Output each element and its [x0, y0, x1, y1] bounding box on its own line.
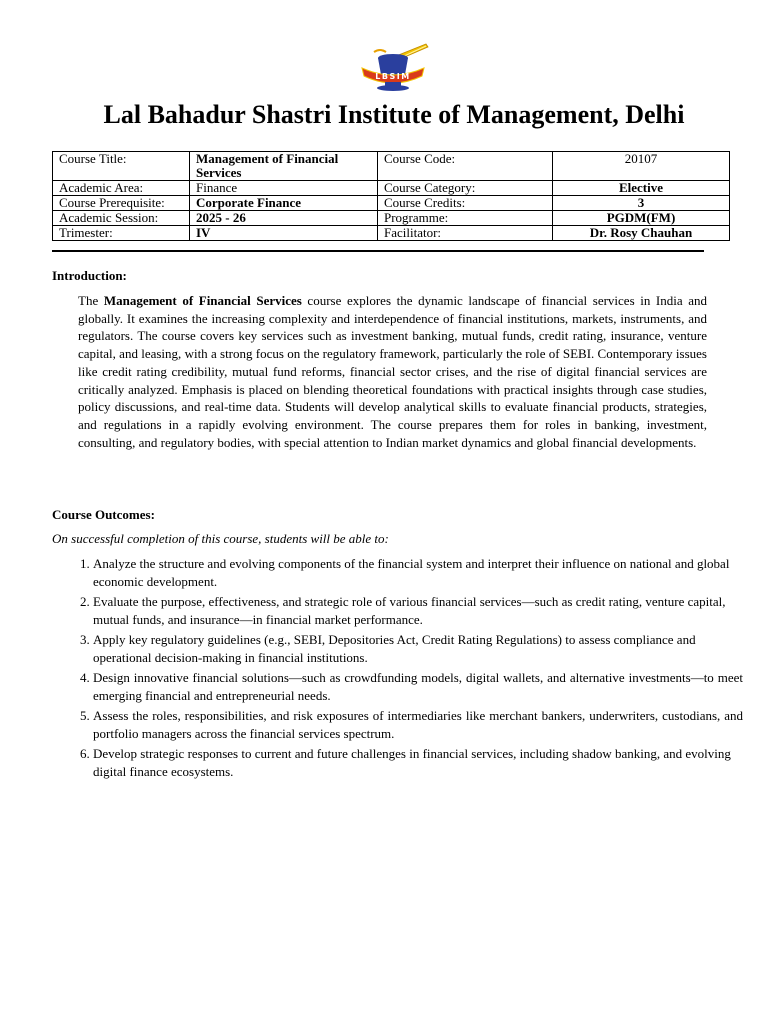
- table-row: [53, 226, 730, 241]
- value-facilitator: Dr. Rosy Chauhan: [553, 226, 730, 241]
- course-info-table: [52, 151, 730, 241]
- lbsim-logo: [356, 42, 430, 94]
- table-row: [53, 181, 730, 196]
- list-item: 4. Design innovative financial solutions—such as crowdfunding models, digital wallets, and alternative investments—to meet emerging financial and entrepreneurial needs.: [93, 669, 743, 705]
- label-prerequisite: Course Prerequisite:: [53, 196, 190, 211]
- outcomes-list: [52, 555, 743, 783]
- label-academic-session: Academic Session:: [53, 211, 190, 226]
- table-row: [53, 196, 730, 211]
- table-row: [53, 152, 730, 181]
- list-item: 1. Analyze the structure and evolving components of the financial system and interpret their influence on national and global economic development.: [93, 555, 743, 591]
- label-course-credits: Course Credits:: [378, 196, 553, 211]
- value-trimester: IV: [190, 226, 378, 241]
- label-course-category: Course Category:: [378, 181, 553, 196]
- value-prerequisite: Corporate Finance: [190, 196, 378, 211]
- value-academic-area: Finance: [190, 181, 378, 196]
- intro-course-name: Management of Financial Services: [103, 293, 302, 308]
- label-course-title: Course Title:: [53, 152, 190, 181]
- introduction-heading: Introduction:: [52, 268, 127, 283]
- intro-lead: The: [78, 293, 104, 308]
- value-programme: PGDM(FM): [553, 211, 730, 226]
- label-facilitator: Facilitator:: [378, 226, 553, 241]
- label-academic-area: Academic Area:: [53, 181, 190, 196]
- table-row: [53, 211, 730, 226]
- value-academic-session: 2025 - 26: [190, 211, 378, 226]
- label-course-code: Course Code:: [378, 152, 553, 181]
- value-course-credits: 3: [553, 196, 730, 211]
- value-course-code: 20107: [553, 152, 730, 181]
- outcomes-heading: Course Outcomes:: [52, 507, 155, 522]
- list-item: 2. Evaluate the purpose, effectiveness, and strategic role of various financial services—such as credit rating, venture capital, mutual funds, and insurance—in financial market performance.: [93, 593, 743, 629]
- divider-line: [52, 250, 704, 252]
- outcomes-subheading: On successful completion of this course, students will be able to:: [52, 531, 389, 546]
- institute-title: Lal Bahadur Shastri Institute of Management, Delhi: [103, 100, 685, 129]
- list-item: 5. Assess the roles, responsibilities, and risk exposures of intermediaries like merchant bankers, underwriters, custodians, and portfolio managers across the financial services spectrum.: [93, 707, 743, 743]
- introduction-paragraph: [78, 292, 707, 451]
- label-programme: Programme:: [378, 211, 553, 226]
- value-course-category: Elective: [553, 181, 730, 196]
- value-course-title: Management of Financial Services: [190, 152, 378, 181]
- list-item: 3. Apply key regulatory guidelines (e.g., SEBI, Depositories Act, Credit Rating Regulations) to assess compliance and operational decision-making in financial institutions.: [93, 631, 743, 667]
- svg-text:LBSIM: LBSIM: [375, 72, 411, 81]
- list-item: 6. Develop strategic responses to current and future challenges in financial services, including shadow banking, and evolving digital finance ecosystems.: [93, 745, 743, 781]
- label-trimester: Trimester:: [53, 226, 190, 241]
- intro-body: course explores the dynamic landscape of financial services in India and globally. It examines the increasing complexity and interdependence of financial institutions, markets, instruments, and regulators. The course covers key services such as investment banking, mutual funds, credit rating, insurance, venture capital, and leasing, with a strong focus on the regulatory framework, particularly the role of SEBI. Contemporary issues like credit rating credibility, mutual fund reforms, financial sector crises, and the rise of digital financial services are critically analyzed. Emphasis is placed on blending theoretical foundations with practical insights through case studies, policy discussions, and real-time data. Students will develop analytical skills to evaluate financial products, strategies, and regulations in a rapidly evolving environment. The course prepares them for roles in banking, investment, consulting, and regulatory bodies, with special attention to Indian market dynamics and global financial developments.: [78, 293, 707, 450]
